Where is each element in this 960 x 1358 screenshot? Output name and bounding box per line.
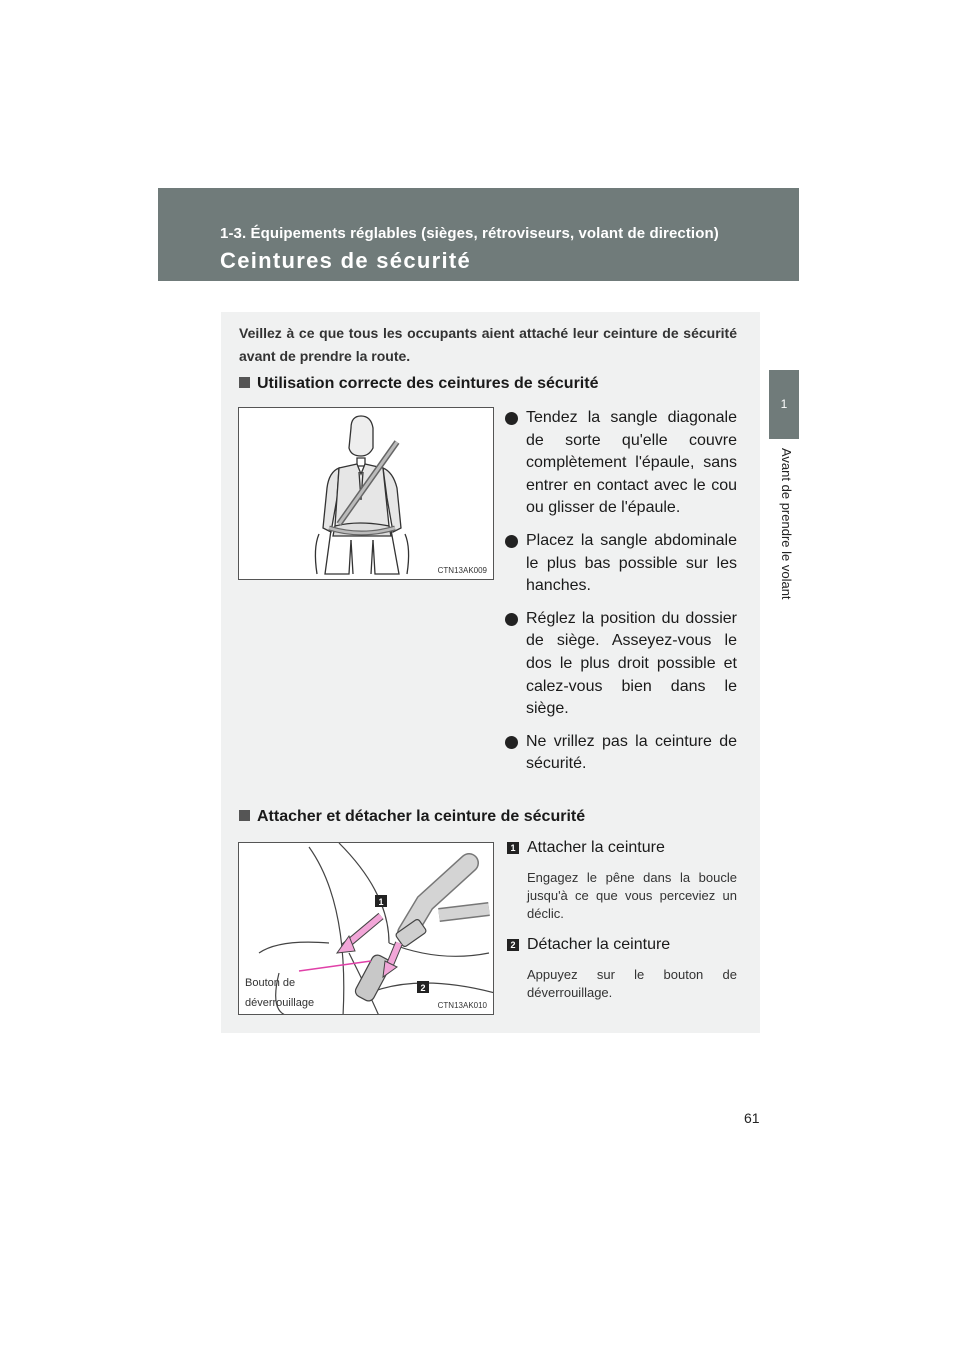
chapter-side-label: Avant de prendre le volant [779,448,794,600]
step-marker-label: 1 [378,897,384,907]
figure-code: CTN13AK009 [437,566,487,575]
page-number: 61 [744,1110,760,1126]
chapter-header [158,188,799,281]
square-bullet-icon [239,810,250,821]
step-marker-label: 2 [420,983,426,993]
step-number-icon: 2 [507,939,519,951]
section-breadcrumb: 1-3. Équipements réglables (sièges, rétroviseurs, volant de direction) [220,225,719,242]
figure-buckle [238,842,494,1015]
list-item: Ne vrillez pas la ceinture de sécurité. [505,731,737,776]
step-description: Appuyez sur le bouton de déverrouillage. [527,967,737,1000]
list-item: Tendez la sangle diagonale de sorte qu'elle couvre complètement l'épaule, sans entrer en contact avec le cou ou glisser de l'épaule. [505,407,737,520]
figure-code: CTN13AK010 [437,1001,487,1010]
figure-seated-person [238,407,494,580]
bullet-icon [505,613,518,626]
step-number-icon: 1 [507,842,519,854]
bullet-icon [505,412,518,425]
seated-person-illustration [239,408,494,580]
step-title: Détacher la ceinture [527,936,671,953]
page-title: Ceintures de sécurité [220,248,472,273]
list-item: Placez la sangle abdominale le plus bas possible sur les hanches. [505,530,737,598]
square-bullet-icon [239,377,250,388]
section-heading-correct-use: Utilisation correcte des ceintures de sécurité [239,375,598,393]
step-description: Engagez le pêne dans la boucle jusqu'à ce que vous perceviez un déclic. [527,870,737,921]
seatbelt-usage-list [505,407,737,786]
section-heading-fasten-release: Attacher et détacher la ceinture de sécurité [239,808,585,826]
intro-text: Veillez à ce que tous les occupants aient attaché leur ceinture de sécurité avant de prendre la route. [239,325,737,364]
bullet-icon [505,736,518,749]
chapter-tab: 1 [769,370,799,439]
list-item: Réglez la position du dossier de siège. Asseyez-vous le dos le plus droit possible et calez-vous bien dans le siège. [505,608,737,721]
bullet-icon [505,535,518,548]
step-title: Attacher la ceinture [527,839,665,856]
release-button-callout: Bouton de déverrouillage [245,977,315,1009]
